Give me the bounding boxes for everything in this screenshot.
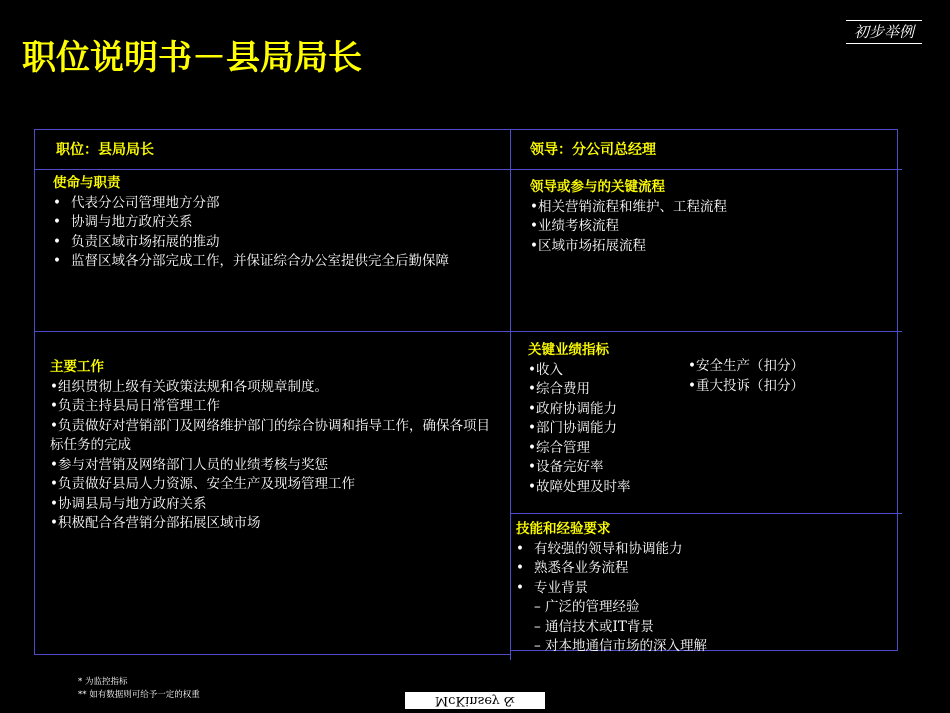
list-item: • 监督区域各分部完成工作，并保证综合办公室提供完全后勤保障: [53, 253, 449, 269]
list-item: • 协调与地方政府关系: [53, 214, 193, 230]
table-right-border: [897, 129, 898, 651]
list-item: •相关营销流程和维护、工程流程: [530, 198, 727, 215]
kpi-item: •综合管理: [528, 439, 590, 456]
header-divider: [34, 169, 902, 170]
position-label: 职位：县局局长: [56, 142, 154, 158]
processes-section: [530, 178, 890, 256]
list-item: •协调县局与地方政府关系: [50, 495, 207, 512]
list-item: •组织贯彻上级有关政策法规和各项规章制度。: [50, 378, 328, 395]
list-item: •负责主持县局日常管理工作: [50, 398, 220, 414]
kpi-section-col2: [688, 357, 888, 396]
footnote: * 为监控指标: [78, 677, 128, 687]
table-top-border: [34, 129, 898, 130]
kpi-item: •政府协调能力: [528, 400, 617, 417]
table-left-border: [34, 129, 35, 655]
footnote: ** 如有数据则可给予一定的权重: [78, 690, 200, 700]
list-item: •负责做好对营销部门及网络维护部门的综合协调和指导工作，确保各项目标任务的完成: [50, 417, 490, 453]
mission-section: [53, 174, 498, 272]
page-title: 职位说明书－县局局长: [22, 38, 362, 78]
mission-heading: 使命与职责: [53, 175, 121, 191]
list-item: • 熟悉各业务流程: [516, 560, 629, 576]
row-divider: [34, 331, 902, 332]
list-item: •业绩考核流程: [530, 218, 619, 234]
kpi-heading: 关键业绩指标: [528, 342, 609, 358]
kpi-item: •设备完好率: [528, 459, 604, 475]
sub-list-item: – 对本地通信市场的深入理解: [534, 638, 708, 654]
list-item: • 代表分公司管理地方分部: [53, 194, 220, 211]
company-logo: McKinsey & Company: [405, 692, 545, 709]
main-work-section: [50, 358, 495, 534]
column-divider: [510, 129, 511, 660]
leader-label: 领导：分公司总经理: [530, 142, 656, 158]
processes-heading: 领导或参与的关键流程: [530, 179, 665, 195]
skills-heading: 技能和经验要求: [516, 521, 611, 537]
kpi-skills-divider: [510, 513, 902, 514]
table-bottom-border: [34, 654, 510, 655]
main-work-heading: 主要工作: [50, 359, 104, 375]
kpi-item: •故障处理及时率: [528, 478, 631, 495]
list-item: • 负责区域市场拓展的推动: [53, 233, 220, 250]
sub-list-item: – 通信技术或IT背景: [534, 618, 654, 635]
kpi-item: •综合费用: [528, 381, 590, 397]
kpi-section: [528, 341, 688, 497]
kpi-item: •重大投诉（扣分）: [688, 377, 804, 394]
list-item: •积极配合各营销分部拓展区域市场: [50, 515, 261, 531]
kpi-item: •部门协调能力: [528, 420, 617, 436]
sub-list-item: – 广泛的管理经验: [534, 599, 640, 615]
kpi-item: •收入: [528, 361, 563, 378]
list-item: • 有较强的领导和协调能力: [516, 540, 683, 557]
preliminary-example-tag: 初步举例: [846, 20, 922, 44]
list-item: •区域市场拓展流程: [530, 237, 646, 254]
list-item: •参与对营销及网络部门人员的业绩考核与奖惩: [50, 456, 328, 473]
skills-section: [516, 520, 896, 657]
list-item: •负责做好县局人力资源、安全生产及现场管理工作: [50, 476, 355, 492]
list-item: • 专业背景: [516, 579, 588, 596]
kpi-item: •安全生产（扣分）: [688, 358, 804, 374]
